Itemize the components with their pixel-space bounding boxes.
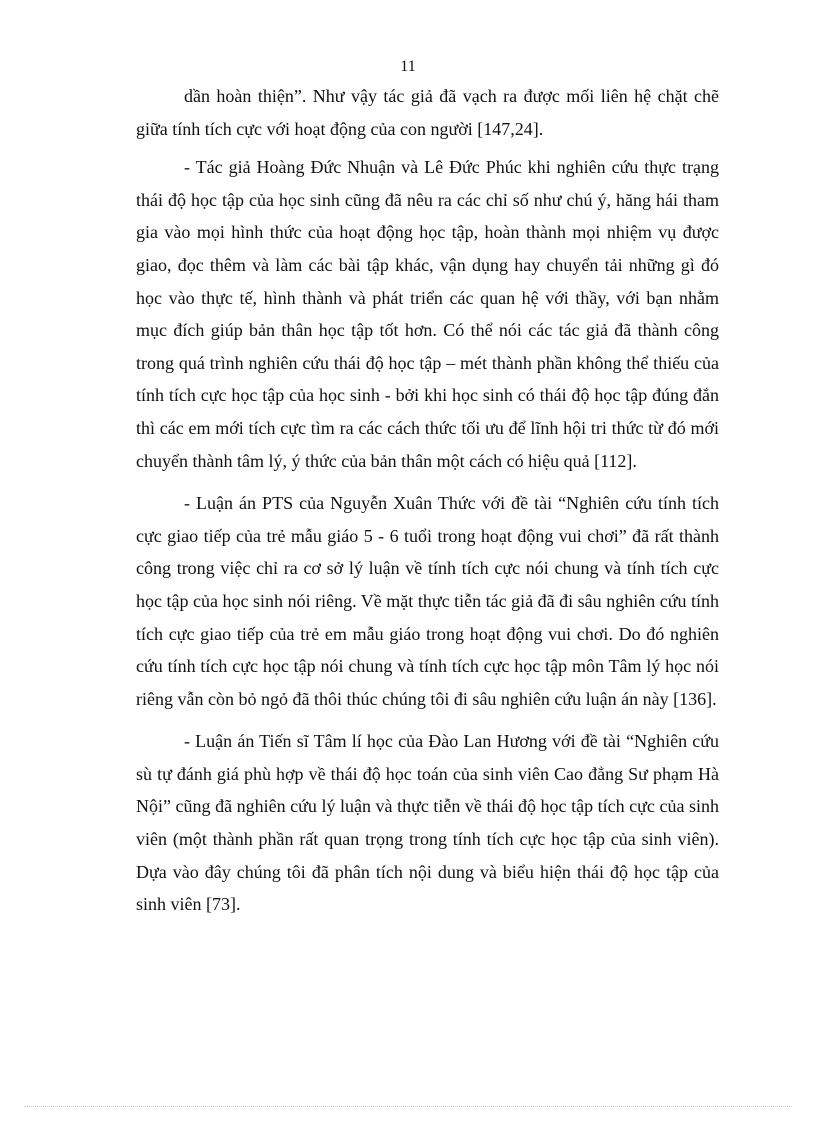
page-bottom-divider: [24, 1106, 792, 1107]
document-body: [136, 80, 719, 921]
page-number: 11: [400, 58, 416, 75]
paragraph-dao-lan-huong: - Luận án Tiến sĩ Tâm lí học của Đào Lan Hương với đề tài “Nghiên cứu sù tự đánh giá phù hợp về thái độ học toán của sinh viên Cao đẳng Sư phạm Hà Nội” cũng đã nghiên cứu lý luận và thực tiễn về thái độ học tập tích cực của sinh viên (một thành phần rất quan trọng trong tính tích cực học tập của sinh viên). Dựa vào đây chúng tôi đã phân tích nội dung và biểu hiện thái độ học tập của sinh viên [73].: [136, 731, 719, 915]
paragraph-hoang-duc-nhuan: - Tác giả Hoàng Đức Nhuận và Lê Đức Phúc khi nghiên cứu thực trạng thái độ học tập của học sinh cũng đã nêu ra các chỉ số như chú ý, hăng hái tham gia vào mọi hình thức của hoạt động học tập, hoàn thành mọi nhiệm vụ được giao, đọc thêm và làm các bài tập khác, vận dụng hay chuyển tải những gì đó học vào thực tế, hình thành và phát triển các quan hệ với thầy, với bạn nhằm mục đích giúp bản thân học tập tốt hơn. Có thể nói các tác giả đã thành công trong quá trình nghiên cứu thái độ học tập – mét thành phần không thể thiếu của tính tích cực học tập của học sinh - bởi khi học sinh có thái độ học tập đúng đắn thì các em mới tích cực tìm ra các cách thức tối ưu để lĩnh hội tri thức từ đó mới chuyển thành tâm lý, ý thức của bản thân một cách có hiệu quả [112].: [136, 157, 719, 471]
paragraph-continuation: dần hoàn thiện”. Như vậy tác giả đã vạch ra được mối liên hệ chặt chẽ giữa tính tích cực với hoạt động của con người [147,24].: [136, 86, 719, 139]
paragraph-nguyen-xuan-thuc: - Luận án PTS của Nguyễn Xuân Thức với đề tài “Nghiên cứu tính tích cực giao tiếp của trẻ mẫu giáo 5 - 6 tuổi trong hoạt động vui chơi” đã rất thành công trong việc chỉ ra cơ sở lý luận về tính tích cực nói chung và tính tích cực học tập của học sinh nói riêng. Về mặt thực tiễn tác giả đã đi sâu nghiên cứu tính tích cực giao tiếp của trẻ em mẫu giáo trong hoạt động vui chơi. Do đó nghiên cứu tính tích cực học tập nói chung và tính tích cực học tập môn Tâm lý học nói riêng vẫn còn bỏ ngỏ đã thôi thúc chúng tôi đi sâu nghiên cứu luận án này [136].: [136, 493, 719, 709]
